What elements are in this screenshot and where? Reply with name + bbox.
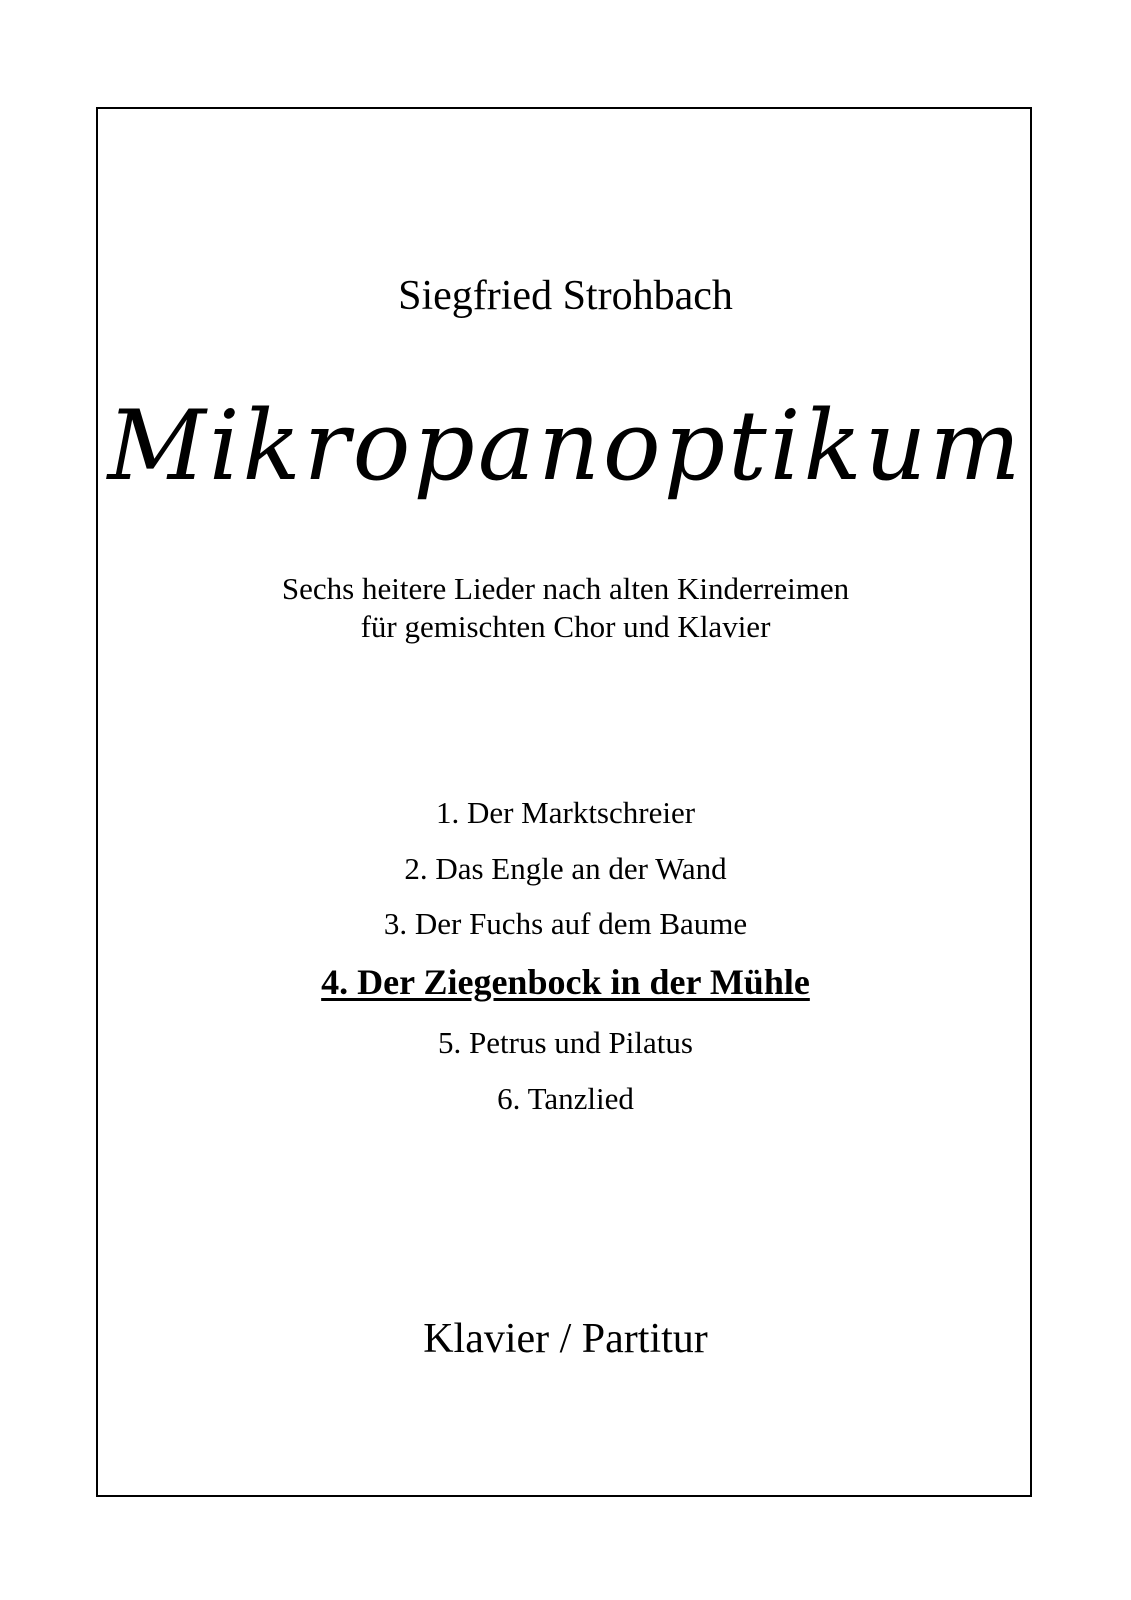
subtitle-line-1: Sechs heitere Lieder nach alten Kinderreimen	[281, 571, 850, 606]
work-title: Mikropanoptikum	[107, 390, 1024, 502]
song-item: 6. Tanzlied	[497, 1081, 634, 1116]
song-item-highlighted: 4. Der Ziegenbock in der Mühle	[321, 962, 810, 1002]
song-item: 3. Der Fuchs auf dem Baume	[383, 906, 748, 941]
song-item: 2. Das Engle an der Wand	[404, 851, 727, 886]
song-item: 1. Der Marktschreier	[435, 795, 696, 830]
edition-label: Klavier / Partitur	[423, 1316, 708, 1362]
song-item: 5. Petrus und Pilatus	[438, 1025, 693, 1060]
composer-name: Siegfried Strohbach	[398, 273, 733, 319]
subtitle-line-2: für gemischten Chor und Klavier	[360, 609, 771, 644]
